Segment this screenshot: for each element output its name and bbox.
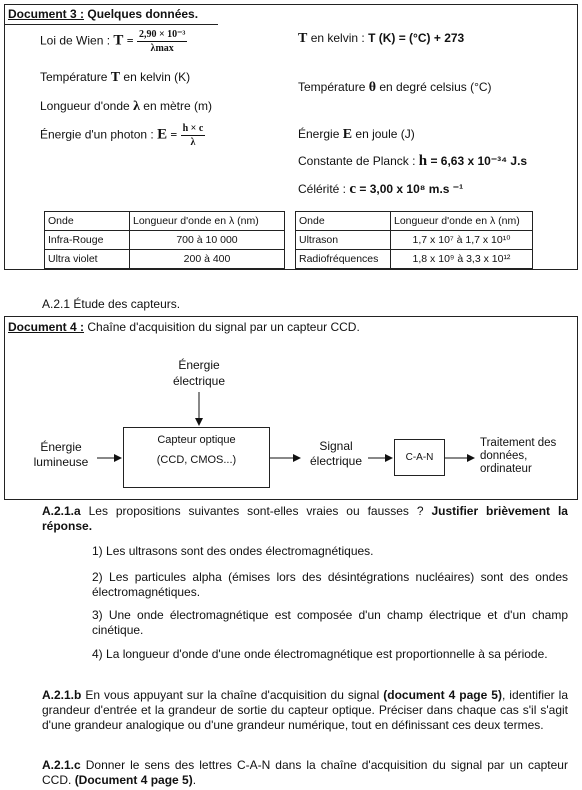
planck-constant: Constante de Planck : h = 6,63 x 10⁻³⁴ J.s bbox=[298, 153, 528, 169]
document-4-label: Document 4 : bbox=[8, 320, 85, 334]
electric-signal-label: Signal électrique bbox=[309, 439, 363, 468]
question-a21c-label: A.2.1.c bbox=[42, 758, 81, 772]
list-item: 1) Les ultrasons sont des ondes électromagnétiques. bbox=[92, 544, 374, 558]
energy-light-label: Énergie lumineuse bbox=[33, 440, 89, 469]
temperature-celsius: Température θ en degré celsius (°C) bbox=[298, 80, 492, 95]
energy-electric-label: Énergie électrique bbox=[172, 358, 226, 388]
table-row: Ultra violet 200 à 400 bbox=[45, 250, 285, 269]
can-label: C-A-N bbox=[405, 452, 434, 463]
list-item: 2) Les particules alpha (émises lors des désintégrations nucléaires) sont des ondes électromagnétiques. bbox=[92, 570, 568, 599]
list-item: 3) Une onde électromagnétique est composée d'un champ électrique et d'un champ cinétique. bbox=[92, 608, 568, 637]
question-a21a-label: A.2.1.a bbox=[42, 504, 81, 518]
question-a21a: A.2.1.a Les propositions suivantes sont-elles vraies ou fausses ? Justifier brièvement la réponse. bbox=[42, 504, 568, 533]
question-a21b: A.2.1.b En vous appuyant sur la chaîne d'acquisition du signal (document 4 page 5), identifier la grandeur d'entrée et la grandeur de sortie du capteur optique. Préciser dans chaque cas s'il s'agit d'une grandeur analogique ou d'une grandeur numérique, tout en définissant ces deux termes. bbox=[42, 688, 568, 732]
photon-energy: Énergie d'un photon : E = $\frac{h \times c}{\lambda}$ bbox=[40, 123, 204, 148]
question-a21c: A.2.1.c Donner le sens des lettres C-A-N dans la chaîne d'acquisition du signal par un capteur CCD. (Document 4 page 5). bbox=[42, 758, 568, 787]
celerity: Célérité : c = 3,00 x 10⁸ m.s ⁻¹ bbox=[298, 181, 464, 197]
optical-sensor-sub: (CCD, CMOS...) bbox=[156, 454, 237, 466]
kelvin-conversion: T en kelvin : T (K) = (°C) + 273 bbox=[298, 31, 465, 46]
question-a21b-label: A.2.1.b bbox=[42, 688, 82, 702]
wavelength: Longueur d'onde λ en mètre (m) bbox=[40, 99, 212, 114]
list-item: 4) La longueur d'onde d'une onde électromagnétique est proportionnelle à sa période. bbox=[92, 647, 548, 661]
table-header-row: Onde Longueur d'onde en λ (nm) bbox=[45, 212, 285, 231]
optical-sensor-title: Capteur optique bbox=[157, 434, 236, 446]
temperature-kelvin: Température T en kelvin (K) bbox=[40, 70, 191, 85]
document-3-label: Document 3 : bbox=[8, 7, 85, 21]
processing-label: Traitement des données, ordinateur bbox=[480, 437, 557, 475]
energy-joule: Énergie E en joule (J) bbox=[298, 127, 415, 142]
wien-law: Loi de Wien : T = $\frac{\text{2,90 × 10⁻³}}{\lambda\max}$ bbox=[40, 29, 186, 54]
table-row: Radiofréquences 1,8 x 10⁹ à 3,3 x 10¹² bbox=[296, 250, 533, 269]
table-row: Ultrason 1,7 x 10⁷ à 1,7 x 10¹⁰ bbox=[296, 231, 533, 250]
table-row: Infra-Rouge 700 à 10 000 bbox=[45, 231, 285, 250]
wien-fraction: $\frac{\text{2,90 × 10⁻³}}{\lambda\max}$ bbox=[138, 29, 186, 54]
photon-energy-fraction: $\frac{h \times c}{\lambda}$ bbox=[182, 123, 204, 148]
document-4-title-text: Chaîne d'acquisition du signal par un capteur CCD. bbox=[87, 320, 360, 334]
table-header-row: Onde Longueur d'onde en λ (nm) bbox=[296, 212, 533, 231]
document-3-title-text: Quelques données. bbox=[87, 7, 199, 21]
section-a21-heading: A.2.1 Étude des capteurs. bbox=[42, 297, 181, 311]
